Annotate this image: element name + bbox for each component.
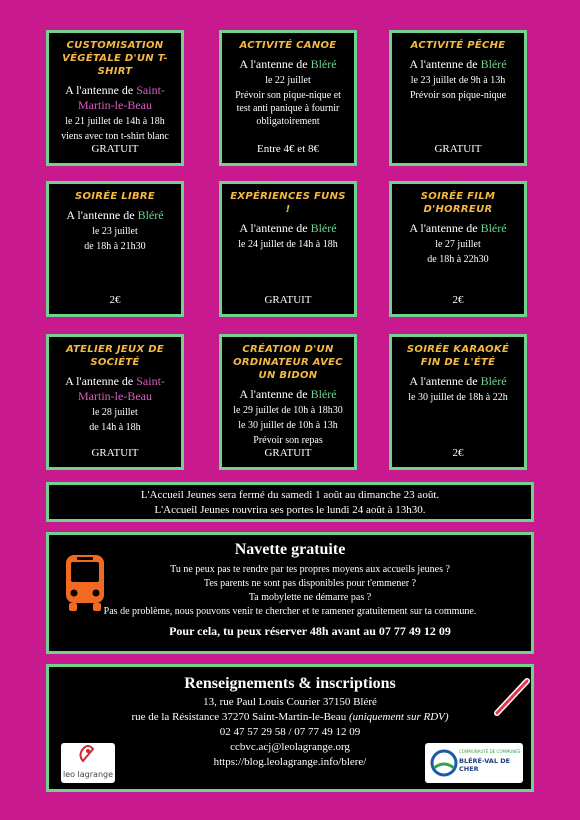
activity-card bbox=[389, 334, 527, 470]
address-smlb: rue de la Résistance 37270 Saint-Martin-le-Beau (uniquement sur RDV) bbox=[131, 711, 449, 723]
activity-title: ATELIER JEUX DE SOCIÉTÉ bbox=[65, 344, 165, 368]
info-section bbox=[46, 664, 534, 792]
activity-card bbox=[46, 30, 184, 166]
closure-notice bbox=[46, 482, 534, 522]
shuttle-line: Tes parents ne sont pas disponibles pour t'emmener ? bbox=[203, 578, 417, 589]
activity-title: SOIRÉE KARAOKÉ FIN DE L'ÉTÉ bbox=[406, 344, 510, 368]
shuttle-title: Navette gratuite bbox=[234, 541, 346, 558]
activity-price: GRATUIT bbox=[264, 447, 312, 459]
leo-lagrange-text: leo lagrange bbox=[62, 770, 114, 779]
bvc-text-top: COMMUNAUTÉ DE COMMUNES bbox=[459, 749, 521, 754]
phone-numbers: 02 47 57 29 58 / 07 77 49 12 09 bbox=[219, 726, 361, 738]
activity-detail: le 21 juillet de 14h à 18h bbox=[65, 116, 165, 127]
activity-price: 2€ bbox=[109, 294, 121, 306]
activity-card bbox=[389, 30, 527, 166]
activity-card bbox=[46, 181, 184, 317]
location-name: Bléré bbox=[480, 374, 507, 388]
activity-detail: le 24 juillet de 14h à 18h bbox=[238, 239, 338, 250]
blere-val-de-cher-logo bbox=[425, 743, 523, 783]
activity-detail: le 27 juillet bbox=[435, 239, 481, 250]
bus-icon bbox=[63, 553, 107, 613]
activity-location: A l'antenne de Bléré bbox=[409, 221, 507, 235]
activity-price: Entre 4€ et 8€ bbox=[256, 143, 319, 155]
activity-location: A l'antenne de Saint-Martin-le-Beau bbox=[65, 374, 165, 403]
activity-title: EXPÉRIENCES FUNS ! bbox=[230, 191, 346, 215]
activity-price: GRATUIT bbox=[91, 447, 139, 459]
activity-location: A l'antenne de Bléré bbox=[409, 57, 507, 71]
activity-price: GRATUIT bbox=[434, 143, 482, 155]
activity-detail: le 30 juillet de 10h à 13h bbox=[238, 420, 338, 431]
location-name: Saint-Martin-le-Beau bbox=[78, 83, 165, 112]
shuttle-line: Pas de problème, nous pouvons venir te chercher et te ramener gratuitement sur ta commune. bbox=[103, 606, 477, 617]
activity-title: ACTIVITÉ PÊCHE bbox=[410, 40, 506, 51]
activity-detail: Prévoir son repas bbox=[253, 435, 323, 446]
activity-card bbox=[219, 181, 357, 317]
location-name: Bléré bbox=[310, 57, 337, 71]
activity-card bbox=[389, 181, 527, 317]
activity-title: CRÉATION D'UN ORDINATEUR AVEC UN BIDON bbox=[233, 344, 343, 381]
activity-price: 2€ bbox=[452, 294, 464, 306]
shuttle-line: Ta mobylette ne démarre pas ? bbox=[248, 592, 372, 603]
activity-location: A l'antenne de Bléré bbox=[409, 374, 507, 388]
activity-detail: de 18h à 21h30 bbox=[84, 241, 146, 252]
activity-detail: le 22 juillet bbox=[265, 75, 311, 86]
activity-detail: le 30 juillet de 18h à 22h bbox=[408, 392, 508, 403]
shuttle-booking: Pour cela, tu peux réserver 48h avant au 07 77 49 12 09 bbox=[169, 624, 451, 638]
activity-location: A l'antenne de Bléré bbox=[239, 221, 337, 235]
activity-price: GRATUIT bbox=[91, 143, 139, 155]
activity-detail: le 29 juillet de 10h à 18h30 bbox=[233, 405, 343, 416]
leo-lagrange-logo bbox=[61, 743, 115, 783]
activity-location: A l'antenne de Saint-Martin-le-Beau bbox=[65, 83, 165, 112]
activity-detail: viens avec ton t-shirt blanc bbox=[61, 131, 169, 142]
activity-detail: le 23 juillet bbox=[92, 226, 138, 237]
activity-detail: le 28 juillet bbox=[92, 407, 138, 418]
closure-line-1: L'Accueil Jeunes sera fermé du samedi 1 août au dimanche 23 août. bbox=[140, 489, 440, 501]
location-name: Bléré bbox=[310, 387, 337, 401]
activity-title: SOIRÉE FILM D'HORREUR bbox=[420, 191, 496, 215]
activity-card bbox=[219, 334, 357, 470]
activity-title: CUSTOMISATION VÉGÉTALE D'UN T-SHIRT bbox=[62, 40, 168, 77]
address-blere: 13, rue Paul Louis Courier 37150 Bléré bbox=[203, 696, 377, 708]
info-title: Renseignements & inscriptions bbox=[184, 675, 396, 692]
activity-title: SOIRÉE LIBRE bbox=[74, 191, 156, 202]
activity-location: A l'antenne de Bléré bbox=[66, 208, 164, 222]
shuttle-line: Tu ne peux pas te rendre par tes propres moyens aux accueils jeunes ? bbox=[170, 564, 450, 575]
website-link[interactable]: https://blog.leolagrange.info/blere/ bbox=[213, 756, 367, 768]
activity-location: A l'antenne de Bléré bbox=[239, 57, 337, 71]
activity-card bbox=[46, 334, 184, 470]
bvc-text: BLÉRÉ-VAL DE CHER bbox=[459, 757, 511, 773]
activity-price: GRATUIT bbox=[264, 294, 312, 306]
activity-detail: Prévoir son pique-nique bbox=[409, 90, 507, 101]
location-name: Bléré bbox=[480, 221, 507, 235]
activity-detail: de 14h à 18h bbox=[89, 422, 141, 433]
pencil-icon bbox=[489, 675, 533, 719]
email-link[interactable]: ccbvc.acj@leolagrange.org bbox=[230, 741, 350, 753]
closure-line-2: L'Accueil Jeunes rouvrira ses portes le lundi 24 août à 13h30. bbox=[154, 504, 426, 516]
activity-card bbox=[219, 30, 357, 166]
activity-title: ACTIVITÉ CANOE bbox=[239, 40, 337, 51]
location-name: Bléré bbox=[310, 221, 337, 235]
leo-lagrange-mark bbox=[61, 743, 115, 769]
location-name: Saint-Martin-le-Beau bbox=[78, 374, 165, 403]
shuttle-section bbox=[46, 532, 534, 654]
location-name: Bléré bbox=[480, 57, 507, 71]
activity-location: A l'antenne de Bléré bbox=[239, 387, 337, 401]
location-name: Bléré bbox=[137, 208, 164, 222]
activity-detail: de 18h à 22h30 bbox=[427, 254, 489, 265]
bvc-mark bbox=[429, 746, 459, 780]
activity-detail: Prévoir son pique-nique et test anti panique à fournir obligatoirement bbox=[235, 90, 341, 127]
activity-detail: le 23 juillet de 9h à 13h bbox=[410, 75, 506, 86]
activity-price: 2€ bbox=[452, 447, 464, 459]
